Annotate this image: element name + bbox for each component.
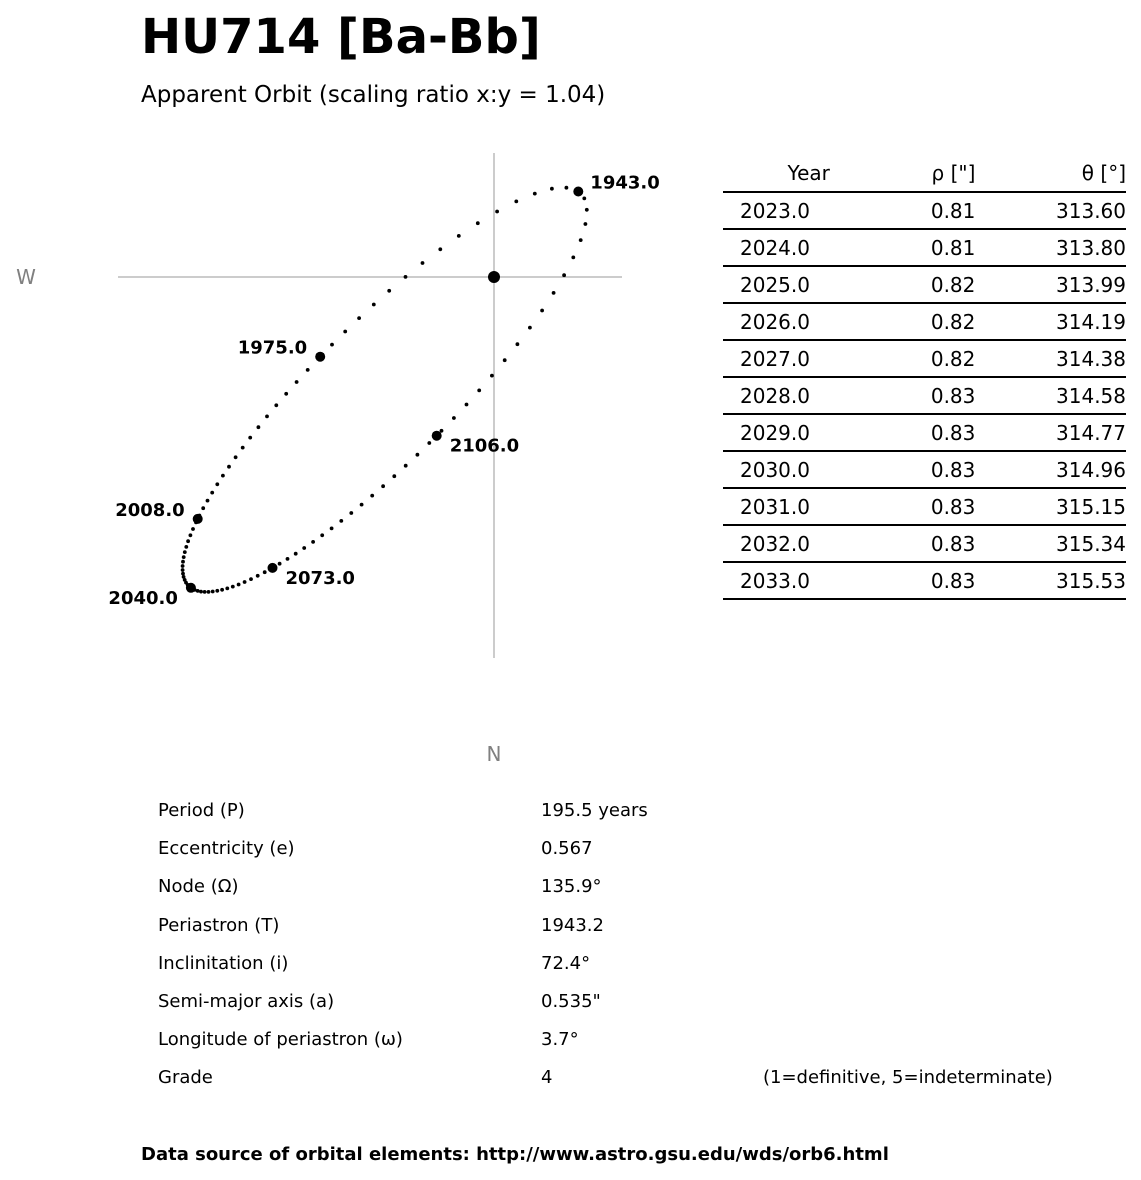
element-row-grade bbox=[158, 1061, 1118, 1099]
orbit-dot bbox=[528, 326, 532, 330]
orbit-chart bbox=[0, 0, 700, 780]
orbit-dot bbox=[360, 503, 364, 507]
orbit-path bbox=[181, 186, 589, 594]
epoch-label: 2040.0 bbox=[108, 587, 178, 609]
orbit-dot bbox=[330, 527, 334, 531]
orbit-dot bbox=[189, 533, 193, 537]
element-row-longitude-periastron bbox=[158, 1023, 1118, 1061]
north-axis-label: N bbox=[486, 742, 502, 766]
cell-rho: 0.81 bbox=[830, 229, 975, 266]
orbit-dot bbox=[248, 436, 252, 440]
element-label: Semi-major axis (a) bbox=[158, 990, 335, 1012]
orbit-dot bbox=[585, 208, 589, 212]
epoch-point bbox=[315, 352, 325, 362]
cell-theta: 314.19 bbox=[975, 303, 1126, 340]
orbit-dot bbox=[372, 303, 376, 307]
orbit-dot bbox=[221, 474, 225, 478]
orbit-dot bbox=[320, 533, 324, 537]
orbit-dot bbox=[540, 309, 544, 313]
orbit-dot bbox=[265, 415, 269, 419]
cell-year: 2023.0 bbox=[723, 192, 830, 229]
orbit-dot bbox=[476, 221, 480, 225]
header-theta: θ [°] bbox=[975, 155, 1126, 192]
orbit-dot bbox=[263, 570, 267, 574]
cell-year: 2031.0 bbox=[723, 488, 830, 525]
orbit-dot bbox=[215, 482, 219, 486]
orbit-dot bbox=[211, 590, 215, 594]
orbit-dot bbox=[404, 275, 408, 279]
orbit-dot bbox=[514, 200, 518, 204]
cell-year: 2032.0 bbox=[723, 525, 830, 562]
element-label: Grade bbox=[158, 1067, 213, 1089]
cell-theta: 314.58 bbox=[975, 377, 1126, 414]
orbit-dot bbox=[215, 589, 219, 593]
element-row-eccentricity bbox=[158, 832, 1118, 870]
element-row-period bbox=[158, 794, 1118, 832]
element-label: Node (Ω) bbox=[158, 876, 239, 898]
cell-year: 2033.0 bbox=[723, 562, 830, 599]
orbit-dot bbox=[243, 580, 247, 584]
data-source-footer: Data source of orbital elements: http://www.astro.gsu.edu/wds/orb6.html bbox=[141, 1144, 889, 1165]
orbit-dot bbox=[584, 222, 588, 226]
orbit-dot bbox=[220, 588, 224, 592]
cell-year: 2027.0 bbox=[723, 340, 830, 377]
cell-year: 2028.0 bbox=[723, 377, 830, 414]
orbit-dot bbox=[295, 380, 299, 384]
orbit-dot bbox=[452, 416, 456, 420]
orbit-dot bbox=[571, 256, 575, 260]
table-row bbox=[723, 377, 1126, 414]
orbit-dot bbox=[533, 192, 537, 196]
orbit-dot bbox=[438, 247, 442, 251]
header-year: Year bbox=[723, 155, 830, 192]
cell-theta: 315.15 bbox=[975, 488, 1126, 525]
orbit-dot bbox=[183, 550, 187, 554]
table-row bbox=[723, 451, 1126, 488]
epoch-point bbox=[573, 187, 583, 197]
orbit-dot bbox=[579, 238, 583, 242]
orbit-dot bbox=[181, 572, 185, 576]
table-row bbox=[723, 229, 1126, 266]
cell-year: 2030.0 bbox=[723, 451, 830, 488]
cell-theta: 313.80 bbox=[975, 229, 1126, 266]
cell-rho: 0.82 bbox=[830, 340, 975, 377]
orbit-dot bbox=[257, 425, 261, 429]
element-row-semi-major-axis bbox=[158, 985, 1118, 1023]
orbit-dot bbox=[234, 455, 238, 459]
epoch-label: 1943.0 bbox=[590, 172, 660, 194]
epoch-point bbox=[193, 514, 203, 524]
cell-year: 2029.0 bbox=[723, 414, 830, 451]
orbit-dot bbox=[181, 564, 185, 568]
cell-theta: 314.96 bbox=[975, 451, 1126, 488]
west-axis-label: W bbox=[16, 265, 36, 289]
orbit-dot bbox=[191, 527, 195, 531]
orbit-dot bbox=[330, 343, 334, 347]
epoch-label: 2008.0 bbox=[115, 499, 185, 521]
table-row bbox=[723, 562, 1126, 599]
epoch-point bbox=[268, 563, 278, 573]
orbital-elements bbox=[158, 794, 1118, 1100]
orbit-dot bbox=[184, 545, 188, 549]
element-value: 4 bbox=[541, 1067, 553, 1089]
cell-year: 2026.0 bbox=[723, 303, 830, 340]
orbit-dot bbox=[182, 555, 186, 559]
orbit-dot bbox=[201, 506, 205, 510]
epoch-point bbox=[432, 431, 442, 441]
cell-rho: 0.81 bbox=[830, 192, 975, 229]
cell-rho: 0.83 bbox=[830, 488, 975, 525]
header-rho: ρ ["] bbox=[830, 155, 975, 192]
orbit-dot bbox=[203, 590, 207, 594]
cell-year: 2024.0 bbox=[723, 229, 830, 266]
orbit-dot bbox=[186, 539, 190, 543]
orbit-dot bbox=[343, 330, 347, 334]
element-label: Longitude of periastron (ω) bbox=[158, 1029, 403, 1051]
orbit-dot bbox=[552, 291, 556, 295]
orbit-dot bbox=[284, 392, 288, 396]
ephemeris-header-row bbox=[723, 155, 1126, 192]
grade-note: (1=definitive, 5=indeterminate) bbox=[763, 1067, 1053, 1089]
orbit-dot bbox=[465, 403, 469, 407]
orbit-dot bbox=[196, 589, 200, 593]
cell-rho: 0.83 bbox=[830, 451, 975, 488]
orbit-dot bbox=[404, 464, 408, 468]
orbit-dot bbox=[306, 368, 310, 372]
orbit-dot bbox=[357, 316, 361, 320]
orbit-dot bbox=[181, 560, 185, 564]
orbit-dot bbox=[210, 491, 214, 495]
orbit-dot bbox=[278, 562, 282, 566]
orbit-dot bbox=[349, 511, 353, 515]
orbit-dot bbox=[550, 187, 554, 191]
cell-rho: 0.83 bbox=[830, 377, 975, 414]
cell-rho: 0.82 bbox=[830, 266, 975, 303]
orbit-dot bbox=[256, 574, 260, 578]
orbit-dot bbox=[490, 374, 494, 378]
orbit-dot bbox=[274, 403, 278, 407]
cell-theta: 315.34 bbox=[975, 525, 1126, 562]
orbit-dot bbox=[225, 587, 229, 591]
orbit-dot bbox=[294, 552, 298, 556]
orbit-dot bbox=[427, 441, 431, 445]
table-row bbox=[723, 192, 1126, 229]
table-row bbox=[723, 266, 1126, 303]
orbit-dot bbox=[416, 453, 420, 457]
element-value: 1943.2 bbox=[541, 914, 604, 936]
epoch-point bbox=[186, 583, 196, 593]
cell-rho: 0.82 bbox=[830, 303, 975, 340]
orbit-dot bbox=[241, 446, 245, 450]
orbit-dot bbox=[516, 342, 520, 346]
orbit-dot bbox=[565, 186, 569, 190]
element-value: 72.4° bbox=[541, 952, 591, 974]
orbit-dot bbox=[339, 519, 343, 523]
cell-theta: 313.99 bbox=[975, 266, 1126, 303]
orbit-dot bbox=[370, 494, 374, 498]
orbit-dot bbox=[311, 540, 315, 544]
element-label: Inclinitation (i) bbox=[158, 952, 289, 974]
element-row-periastron bbox=[158, 909, 1118, 947]
orbit-dot bbox=[206, 499, 210, 503]
element-value: 0.567 bbox=[541, 838, 593, 860]
orbit-dot bbox=[582, 197, 586, 201]
orbit-dot bbox=[387, 289, 391, 293]
element-row-inclination bbox=[158, 947, 1118, 985]
epoch-label: 1975.0 bbox=[237, 337, 308, 359]
table-row bbox=[723, 340, 1126, 377]
orbit-dot bbox=[199, 590, 203, 594]
orbit-dot bbox=[227, 465, 231, 469]
page-title: HU714 [Ba-Bb] bbox=[141, 9, 541, 65]
element-value: 3.7° bbox=[541, 1029, 579, 1051]
page-subtitle: Apparent Orbit (scaling ratio x:y = 1.04) bbox=[141, 82, 606, 108]
element-value: 135.9° bbox=[541, 876, 602, 898]
orbit-dot bbox=[562, 273, 566, 277]
epoch-label: 2073.0 bbox=[285, 567, 355, 589]
orbit-dot bbox=[421, 261, 425, 265]
orbit-dot bbox=[503, 358, 507, 362]
cell-rho: 0.83 bbox=[830, 525, 975, 562]
orbit-dot bbox=[286, 557, 290, 561]
table-row bbox=[723, 525, 1126, 562]
orbit-dot bbox=[381, 484, 385, 488]
orbit-dot bbox=[392, 474, 396, 478]
epoch-label: 2106.0 bbox=[449, 435, 520, 457]
orbit-dot bbox=[207, 590, 211, 594]
orbit-dot bbox=[477, 389, 481, 393]
primary-star-marker bbox=[488, 271, 500, 283]
orbit-dot bbox=[495, 210, 499, 214]
orbit-dot bbox=[302, 546, 306, 550]
element-row-node bbox=[158, 870, 1118, 908]
orbit-dot bbox=[249, 577, 253, 581]
cell-rho: 0.83 bbox=[830, 562, 975, 599]
cell-theta: 313.60 bbox=[975, 192, 1126, 229]
orbit-dot bbox=[181, 568, 185, 572]
cell-theta: 314.77 bbox=[975, 414, 1126, 451]
table-row bbox=[723, 488, 1126, 525]
table-row bbox=[723, 414, 1126, 451]
element-label: Periastron (T) bbox=[158, 914, 280, 936]
element-label: Period (P) bbox=[158, 800, 245, 821]
orbit-dot bbox=[457, 234, 461, 238]
cell-rho: 0.83 bbox=[830, 414, 975, 451]
element-value: 0.535" bbox=[541, 990, 601, 1012]
cell-year: 2025.0 bbox=[723, 266, 830, 303]
table-row bbox=[723, 303, 1126, 340]
ephemeris-table bbox=[723, 155, 1126, 600]
orbit-dot bbox=[237, 583, 241, 587]
orbit-dot bbox=[231, 585, 235, 589]
epoch-markers bbox=[108, 173, 659, 609]
element-label: Eccentricity (e) bbox=[158, 838, 295, 860]
element-value: 195.5 years bbox=[541, 800, 648, 821]
cell-theta: 315.53 bbox=[975, 562, 1126, 599]
cell-theta: 314.38 bbox=[975, 340, 1126, 377]
